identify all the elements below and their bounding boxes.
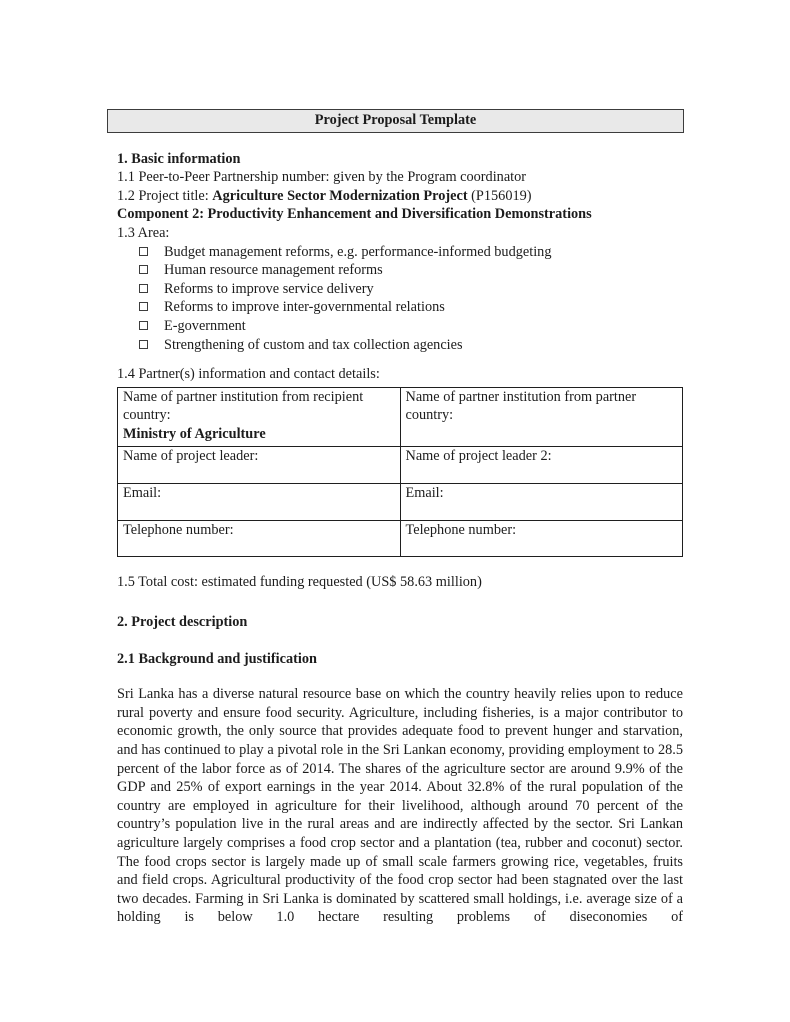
cell-label: Telephone number:: [405, 521, 517, 538]
project-title-value: Agriculture Sector Modernization Project: [212, 187, 468, 204]
section-project-description: [117, 613, 683, 927]
area-option-label: E-government: [164, 317, 246, 334]
field-total-cost: 1.5 Total cost: estimated funding requested (US$ 58.63 million): [117, 573, 482, 590]
document-page: [117, 0, 683, 927]
field-partnership-number: 1.1 Peer-to-Peer Partnership number: given by the Program coordinator: [117, 169, 527, 186]
area-option: [117, 298, 683, 317]
cell-label: Name of project leader:: [123, 447, 259, 464]
section-basic-information: [117, 150, 683, 592]
cell-label: Name of partner institution from partner country:: [405, 388, 637, 424]
checkbox-icon: [139, 284, 148, 293]
component-line: Component 2: Productivity Enhancement and Diversification Demonstrations: [117, 206, 592, 223]
area-option: [117, 336, 683, 355]
field-area-label: 1.3 Area:: [117, 224, 170, 241]
area-option-label: Reforms to improve service delivery: [164, 280, 374, 297]
cell-recipient-institution: [118, 387, 401, 446]
field-project-title: [117, 187, 683, 206]
cell-label: Name of partner institution from recipient country:: [123, 388, 364, 424]
cell-value: Ministry of Agriculture: [123, 425, 266, 442]
cell-label: Email:: [123, 484, 162, 501]
area-option-label: Reforms to improve inter-governmental relations: [164, 299, 445, 316]
area-option: [117, 261, 683, 280]
project-title-code: (P156019): [467, 187, 532, 204]
area-option-label: Strengthening of custom and tax collection agencies: [164, 336, 463, 353]
section-1-heading: 1. Basic information: [117, 150, 241, 167]
area-options-list: [117, 243, 683, 355]
checkbox-icon: [139, 321, 148, 330]
document-title: Project Proposal Template: [314, 112, 477, 128]
section-2-1-heading: 2.1 Background and justification: [117, 650, 317, 667]
cell-telephone-right: [400, 520, 683, 556]
area-option: [117, 280, 683, 299]
project-title-prefix: 1.2 Project title:: [117, 187, 213, 204]
area-option-label: Human resource management reforms: [164, 262, 383, 279]
table-row: [118, 520, 683, 556]
cell-telephone-left: [118, 520, 401, 556]
table-row: [118, 387, 683, 446]
area-option-label: Budget management reforms, e.g. performance-informed budgeting: [164, 243, 552, 260]
checkbox-icon: [139, 302, 148, 311]
cell-project-leader: [118, 446, 401, 483]
section-2-heading: 2. Project description: [117, 614, 248, 631]
cell-label: Name of project leader 2:: [405, 447, 552, 464]
checkbox-icon: [139, 265, 148, 274]
partners-table: [117, 387, 683, 557]
table-row: [118, 483, 683, 520]
area-option: [117, 243, 683, 262]
field-partners-label: 1.4 Partner(s) information and contact details:: [117, 366, 380, 383]
cell-email-right: [400, 483, 683, 520]
cell-project-leader-2: [400, 446, 683, 483]
cell-partner-institution: [400, 387, 683, 446]
area-option: [117, 317, 683, 336]
checkbox-icon: [139, 340, 148, 349]
table-row: [118, 446, 683, 483]
cell-email-left: [118, 483, 401, 520]
checkbox-icon: [139, 247, 148, 256]
cell-label: Email:: [405, 484, 444, 501]
cell-label: Telephone number:: [123, 521, 234, 538]
background-paragraph: Sri Lanka has a diverse natural resource base on which the country heavily relies upon to reduce rural poverty and ensure food security. Agriculture, including fisheries, is a major contributor to economic growth, the only source that provides adequate food to prevent hunger and starvation, and has continued to play a pivotal role in the Sri Lankan economy, providing employment to 28.5 percent of the labor force as of 2014. The shares of the agriculture sector are around 9.9% of the GDP and 25% of export earnings in the year 2014. About 32.8% of the rural population of the country are employed in agriculture for their livelihood, although around 70 percent of the country’s population live in the rural areas and are indirectly affected by the sector. Sri Lankan agriculture largely comprises a food crop sector and a plantation (tea, rubber and coconut) sector. The food crops sector is largely made up of small scale farmers growing rice, vegetables, fruits and field crops. Agricultural productivity of the food crop sector had been stagnated over the last two decades. Farming in Sri Lanka is dominated by scattered small holdings, i.e. average size of a holding is below 1.0 hectare resulting problems of diseconomies of: [117, 686, 683, 926]
document-title-box: [107, 109, 684, 133]
